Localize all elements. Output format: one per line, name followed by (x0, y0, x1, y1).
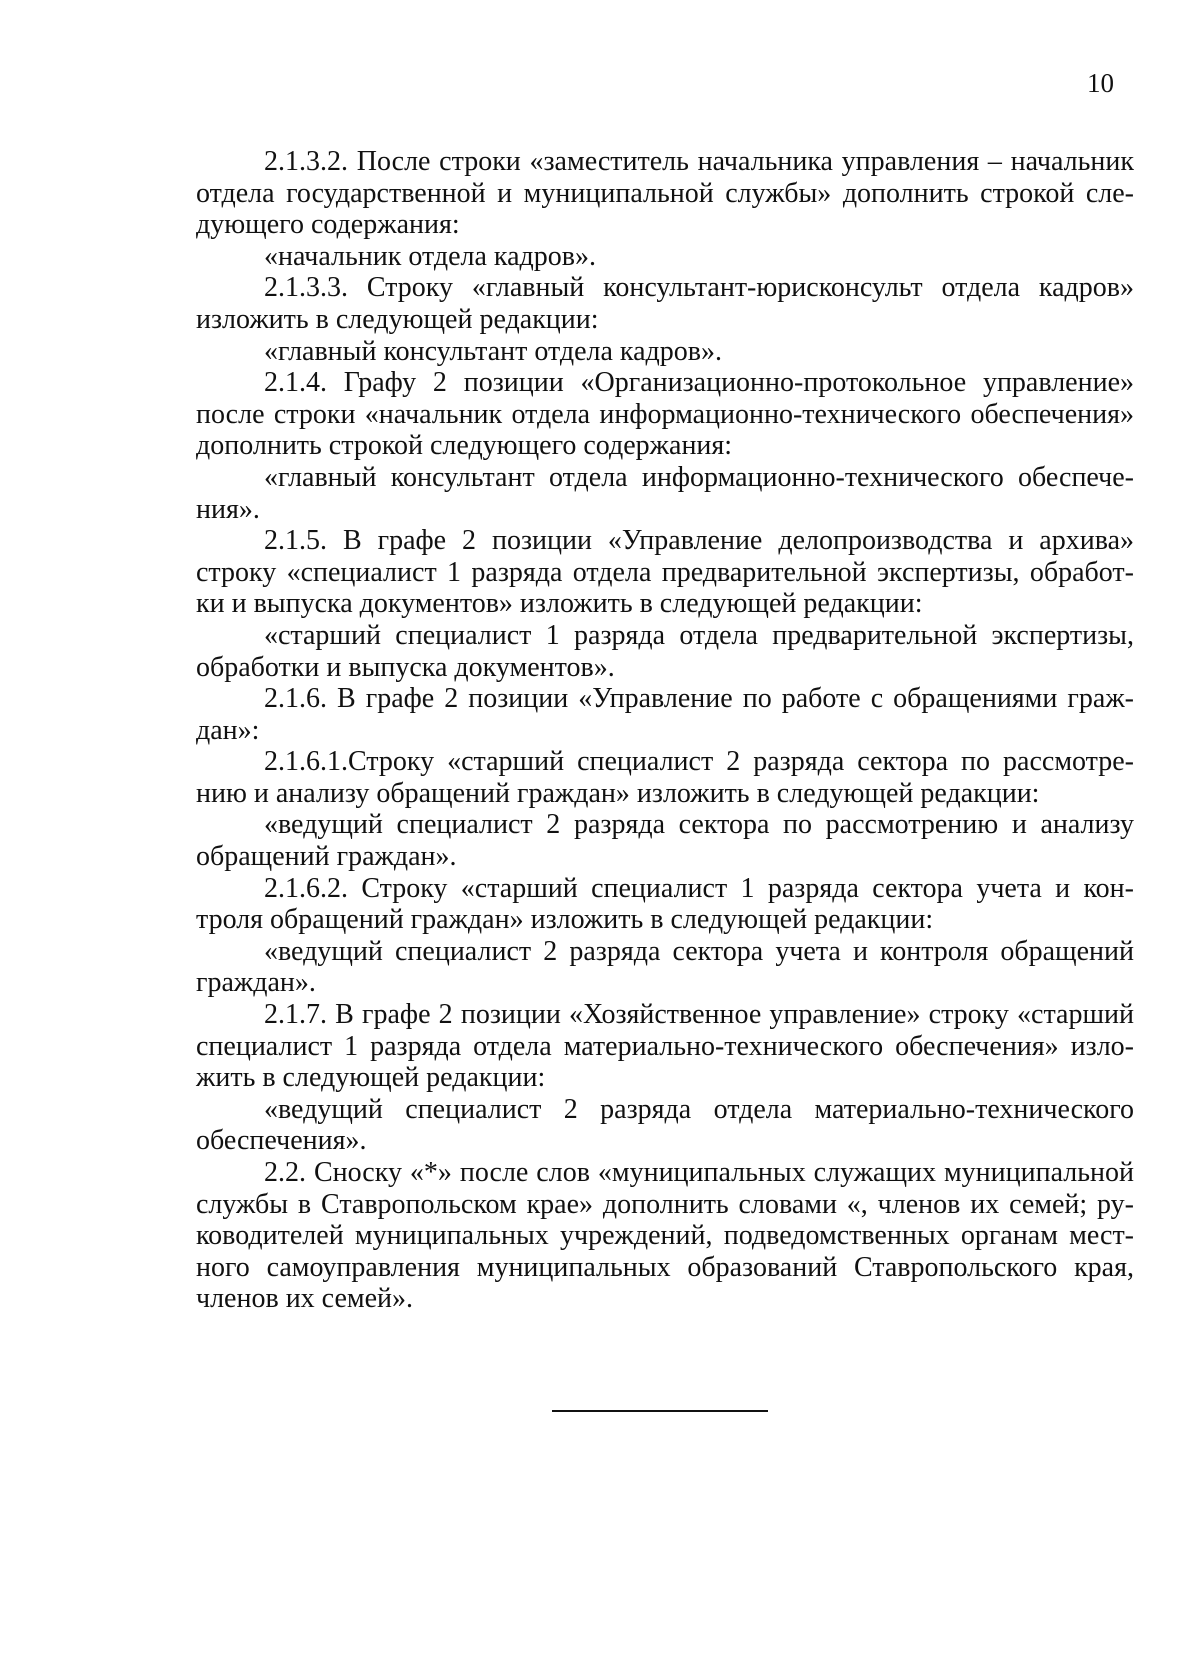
page-number: 10 (1087, 68, 1114, 98)
paragraph-2-1-3-2: 2.1.3.2. После строки «заместитель начальника управления – начальник отдела государственной и муниципальной службы» дополнить строкой сле-дующего содержания: (196, 146, 1134, 241)
document-body (196, 146, 1134, 1315)
paragraph-2-1-3-3: 2.1.3.3. Строку «главный консультант-юрисконсульт отдела кадров» изложить в следующей редакции: (196, 272, 1134, 335)
paragraph-quote-senior-specialist-expertise: «старший специалист 1 разряда отдела предварительной экспертизы, обработки и выпуска документов». (196, 619, 1134, 683)
paragraph-quote-chief-consultant-it: «главный консультант отдела информационно-технического обеспече-ния». (196, 461, 1134, 525)
paragraph-2-2: 2.2. Сноску «*» после слов «муниципальных служащих муниципальной службы в Ставропольском крае» дополнить словами «, членов их семей; ру-ководителей муниципальных учреждений, подведомственных органам мест-ного самоуправления муниципальных образований Ставропольского края, членов их семей». (196, 1157, 1134, 1315)
paragraph-2-1-7: 2.1.7. В графе 2 позиции «Хозяйственное управление» строку «старший специалист 1 разряда отдела материально-технического обеспечения» изло-жить в следующей редакции: (196, 999, 1134, 1094)
paragraph-2-1-6: 2.1.6. В графе 2 позиции «Управление по работе с обращениями граж-дан»: (196, 683, 1134, 746)
paragraph-2-1-6-2: 2.1.6.2. Строку «старший специалист 1 разряда сектора учета и кон-троля обращений граждан» изложить в следующей редакции: (196, 872, 1134, 936)
footer-divider-line (552, 1410, 768, 1412)
paragraph-2-1-6-1: 2.1.6.1.Строку «старший специалист 2 разряда сектора по рассмотре-нию и анализу обращений граждан» изложить в следующей редакции: (196, 746, 1134, 809)
paragraph-quote-head-of-hr: «начальник отдела кадров». (264, 240, 597, 272)
paragraph-quote-leading-specialist-analysis: «ведущий специалист 2 разряда сектора по рассмотрению и анализу обращений граждан». (196, 809, 1134, 873)
paragraph-quote-chief-consultant-hr: «главный консультант отдела кадров». (264, 335, 723, 367)
paragraph-quote-leading-specialist-control: «ведущий специалист 2 разряда сектора учета и контроля обращений граждан». (196, 935, 1134, 999)
paragraph-quote-leading-specialist-logistics: «ведущий специалист 2 разряда отдела материально-технического обеспечения». (196, 1093, 1134, 1157)
paragraph-2-1-5: 2.1.5. В графе 2 позиции «Управление делопроизводства и архива» строку «специалист 1 разряда отдела предварительной экспертизы, обработ-ки и выпуска документов» изложить в следующей редакции: (196, 525, 1134, 620)
paragraph-2-1-4: 2.1.4. Графу 2 позиции «Организационно-протокольное управление» после строки «начальник отдела информационно-технического обеспечения» дополнить строкой следующего содержания: (196, 367, 1134, 462)
